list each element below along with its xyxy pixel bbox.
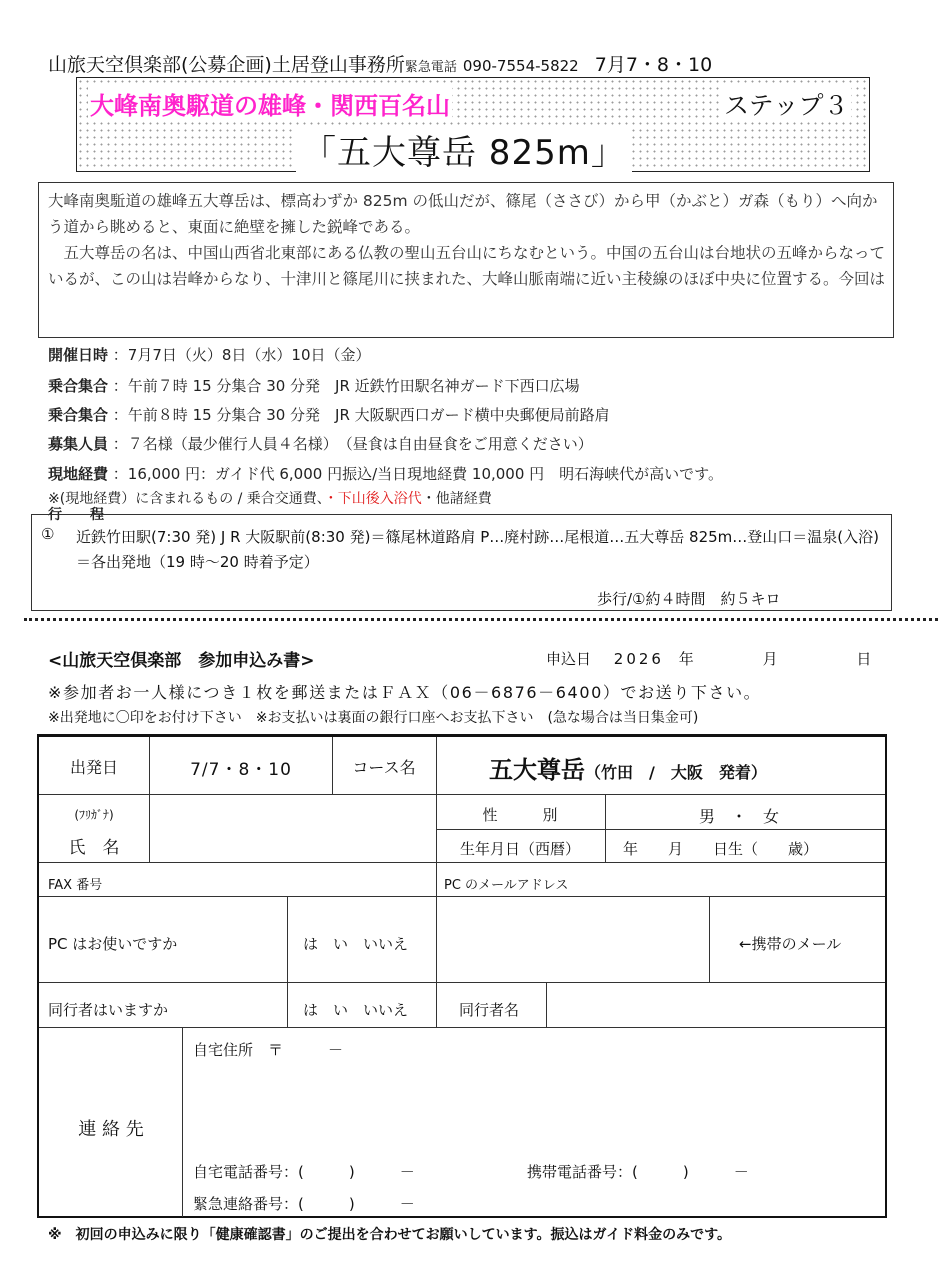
departure-value: 7/7・8・10 <box>190 760 292 780</box>
course-label: コース名 <box>352 758 416 777</box>
cut-line <box>24 618 938 621</box>
email-label: PC のメールアドレス <box>444 878 569 893</box>
info-value: ：午前８時 15 分集合 30 分発 JR 大阪駅西口ガード横中央郵便局前路肩 <box>112 406 610 424</box>
intro-box <box>38 182 894 338</box>
name-input[interactable] <box>150 795 435 861</box>
course-name-cell <box>489 750 767 785</box>
info-value: ：7月7日（火）8日（水）10日（金） <box>112 346 371 364</box>
org-name: 山旅天空倶楽部(公募企画)土居登山事務所 <box>48 54 405 76</box>
footer-note: ※ 初回の申込みに限り「健康確認書」のご提出を合わせてお願いしています。振込はガイド料金のみです。 <box>48 1227 731 1243</box>
title-step: ステップ３ <box>722 86 851 122</box>
schedule-walk: 歩行/①約４時間 約５キロ <box>597 590 781 608</box>
form-note-2: ※出発地に〇印をお付け下さい ※お支払いは裏面の銀行口座へお支払下さい (急な場合は当日集金可) <box>48 710 699 726</box>
header-dates: 7月7・8・10 <box>594 54 713 76</box>
mobile-phone[interactable]: 携帯電話番号：( ) － <box>527 1163 749 1181</box>
cost-note: ※(現地経費）に含まれるもの / 乗合交通費、・下山後入浴代・他諸経費 <box>48 491 492 507</box>
form-heading: <山旅天空倶楽部 参加申込み書> <box>48 651 315 671</box>
pc-answer[interactable]: は い いいえ <box>303 935 409 953</box>
application-form <box>37 734 887 1218</box>
info-row <box>48 433 593 454</box>
emergency-label: 緊急電話 <box>404 60 457 75</box>
mobile-email-note: ←携帯のメール <box>739 935 842 953</box>
course-name: 五大尊岳 <box>489 756 585 784</box>
info-value: ：16,000 円：ガイド代 6,000 円振込/当日現地経費 10,000 円 明石海峡代が高いです。 <box>112 465 723 483</box>
info-label: 乗合集合 <box>48 406 109 424</box>
address-label[interactable]: 自宅住所 〒 － <box>193 1041 344 1059</box>
application-date: 申込日 2026 年 月 日 <box>546 650 872 668</box>
home-phone[interactable]: 自宅電話番号：( ) － <box>193 1163 415 1181</box>
schedule-box <box>31 514 892 611</box>
info-label: 開催日時 <box>48 346 109 364</box>
schedule-route: 近鉄竹田駅(7:30 発) J R 大阪駅前(8:30 発)＝篠尾林道路肩 P…廃村跡…尾根道…五大尊岳 825m…登山口＝温泉(入浴)＝各出発地（19 時～20 時着予定） <box>76 528 879 571</box>
gender-label: 性 別 <box>482 806 558 824</box>
intro-paragraph-2: 五大尊岳の名は、中国山西省北東部にある仏教の聖山五台山にちなむという。中国の五台山は台地状の五峰からなっているが、この山は岩峰からなり、十津川と篠尾川に挟まれた、大峰山脈南端に近い主稜線のほぼ中央に位置する。今回は <box>48 244 886 288</box>
info-label: 募集人員 <box>48 435 109 453</box>
pc-question: PC はお使いですか <box>48 935 178 953</box>
itinerary-label: 行 程 <box>48 507 104 523</box>
info-row <box>48 344 371 365</box>
page-title: 「五大尊岳 825m」 <box>296 125 632 174</box>
birth-label: 生年月日（西暦） <box>459 840 581 858</box>
header-line <box>48 50 712 77</box>
companion-answer[interactable]: は い いいえ <box>303 1001 409 1019</box>
form-note-1: ※参加者お一人様につき１枚を郵送またはＦＡＸ（06－6876－6400）でお送り下さい。 <box>48 683 762 702</box>
info-row <box>48 463 723 484</box>
course-origin: （竹田 / 大阪 発着） <box>585 763 767 782</box>
birth-format[interactable]: 年 月 日生（ 歳） <box>623 840 819 858</box>
info-label: 乗合集合 <box>48 377 109 395</box>
emergency-phone: 090-7554-5822 <box>462 57 579 75</box>
fax-label: FAX 番号 <box>48 878 103 893</box>
companion-name-label: 同行者名 <box>459 1001 520 1019</box>
application-year: 2026 <box>613 650 664 668</box>
furigana-label: (ﾌﾘｶﾞﾅ) <box>74 808 114 822</box>
title-subtitle: 大峰南奥駆道の雄峰・関西百名山 <box>88 86 452 121</box>
cost-note-bath: ・下山後入浴代 <box>323 491 422 507</box>
info-value: ：午前７時 15 分集合 30 分発 JR 近鉄竹田駅名神ガード下西口広場 <box>112 377 580 395</box>
intro-paragraph-1: 大峰南奥駈道の雄峰五大尊岳は、標高わずか 825m の低山だが、篠尾（ささび）から甲（かぶと）ガ森（もり）へ向かう道から眺めると、東面に絶壁を擁した鋭峰である。 <box>48 192 878 236</box>
companion-question: 同行者はいますか <box>48 1001 169 1019</box>
gender-options[interactable]: 男 ・ 女 <box>698 807 780 826</box>
name-label: 氏 名 <box>68 838 120 858</box>
email-input[interactable] <box>437 897 708 981</box>
info-value: ：７名様（最少催行人員４名様） （昼食は自由昼食をご用意ください） <box>112 435 593 453</box>
info-row <box>48 375 580 396</box>
contact-label: 連 絡 先 <box>78 1119 144 1140</box>
schedule-number: ① <box>41 525 55 543</box>
info-label: 現地経費 <box>48 465 109 483</box>
companion-name-input[interactable] <box>547 983 884 1026</box>
emergency-contact-phone[interactable]: 緊急連絡番号：( ) － <box>193 1195 415 1213</box>
departure-label: 出発日 <box>69 758 119 777</box>
info-row <box>48 404 610 425</box>
